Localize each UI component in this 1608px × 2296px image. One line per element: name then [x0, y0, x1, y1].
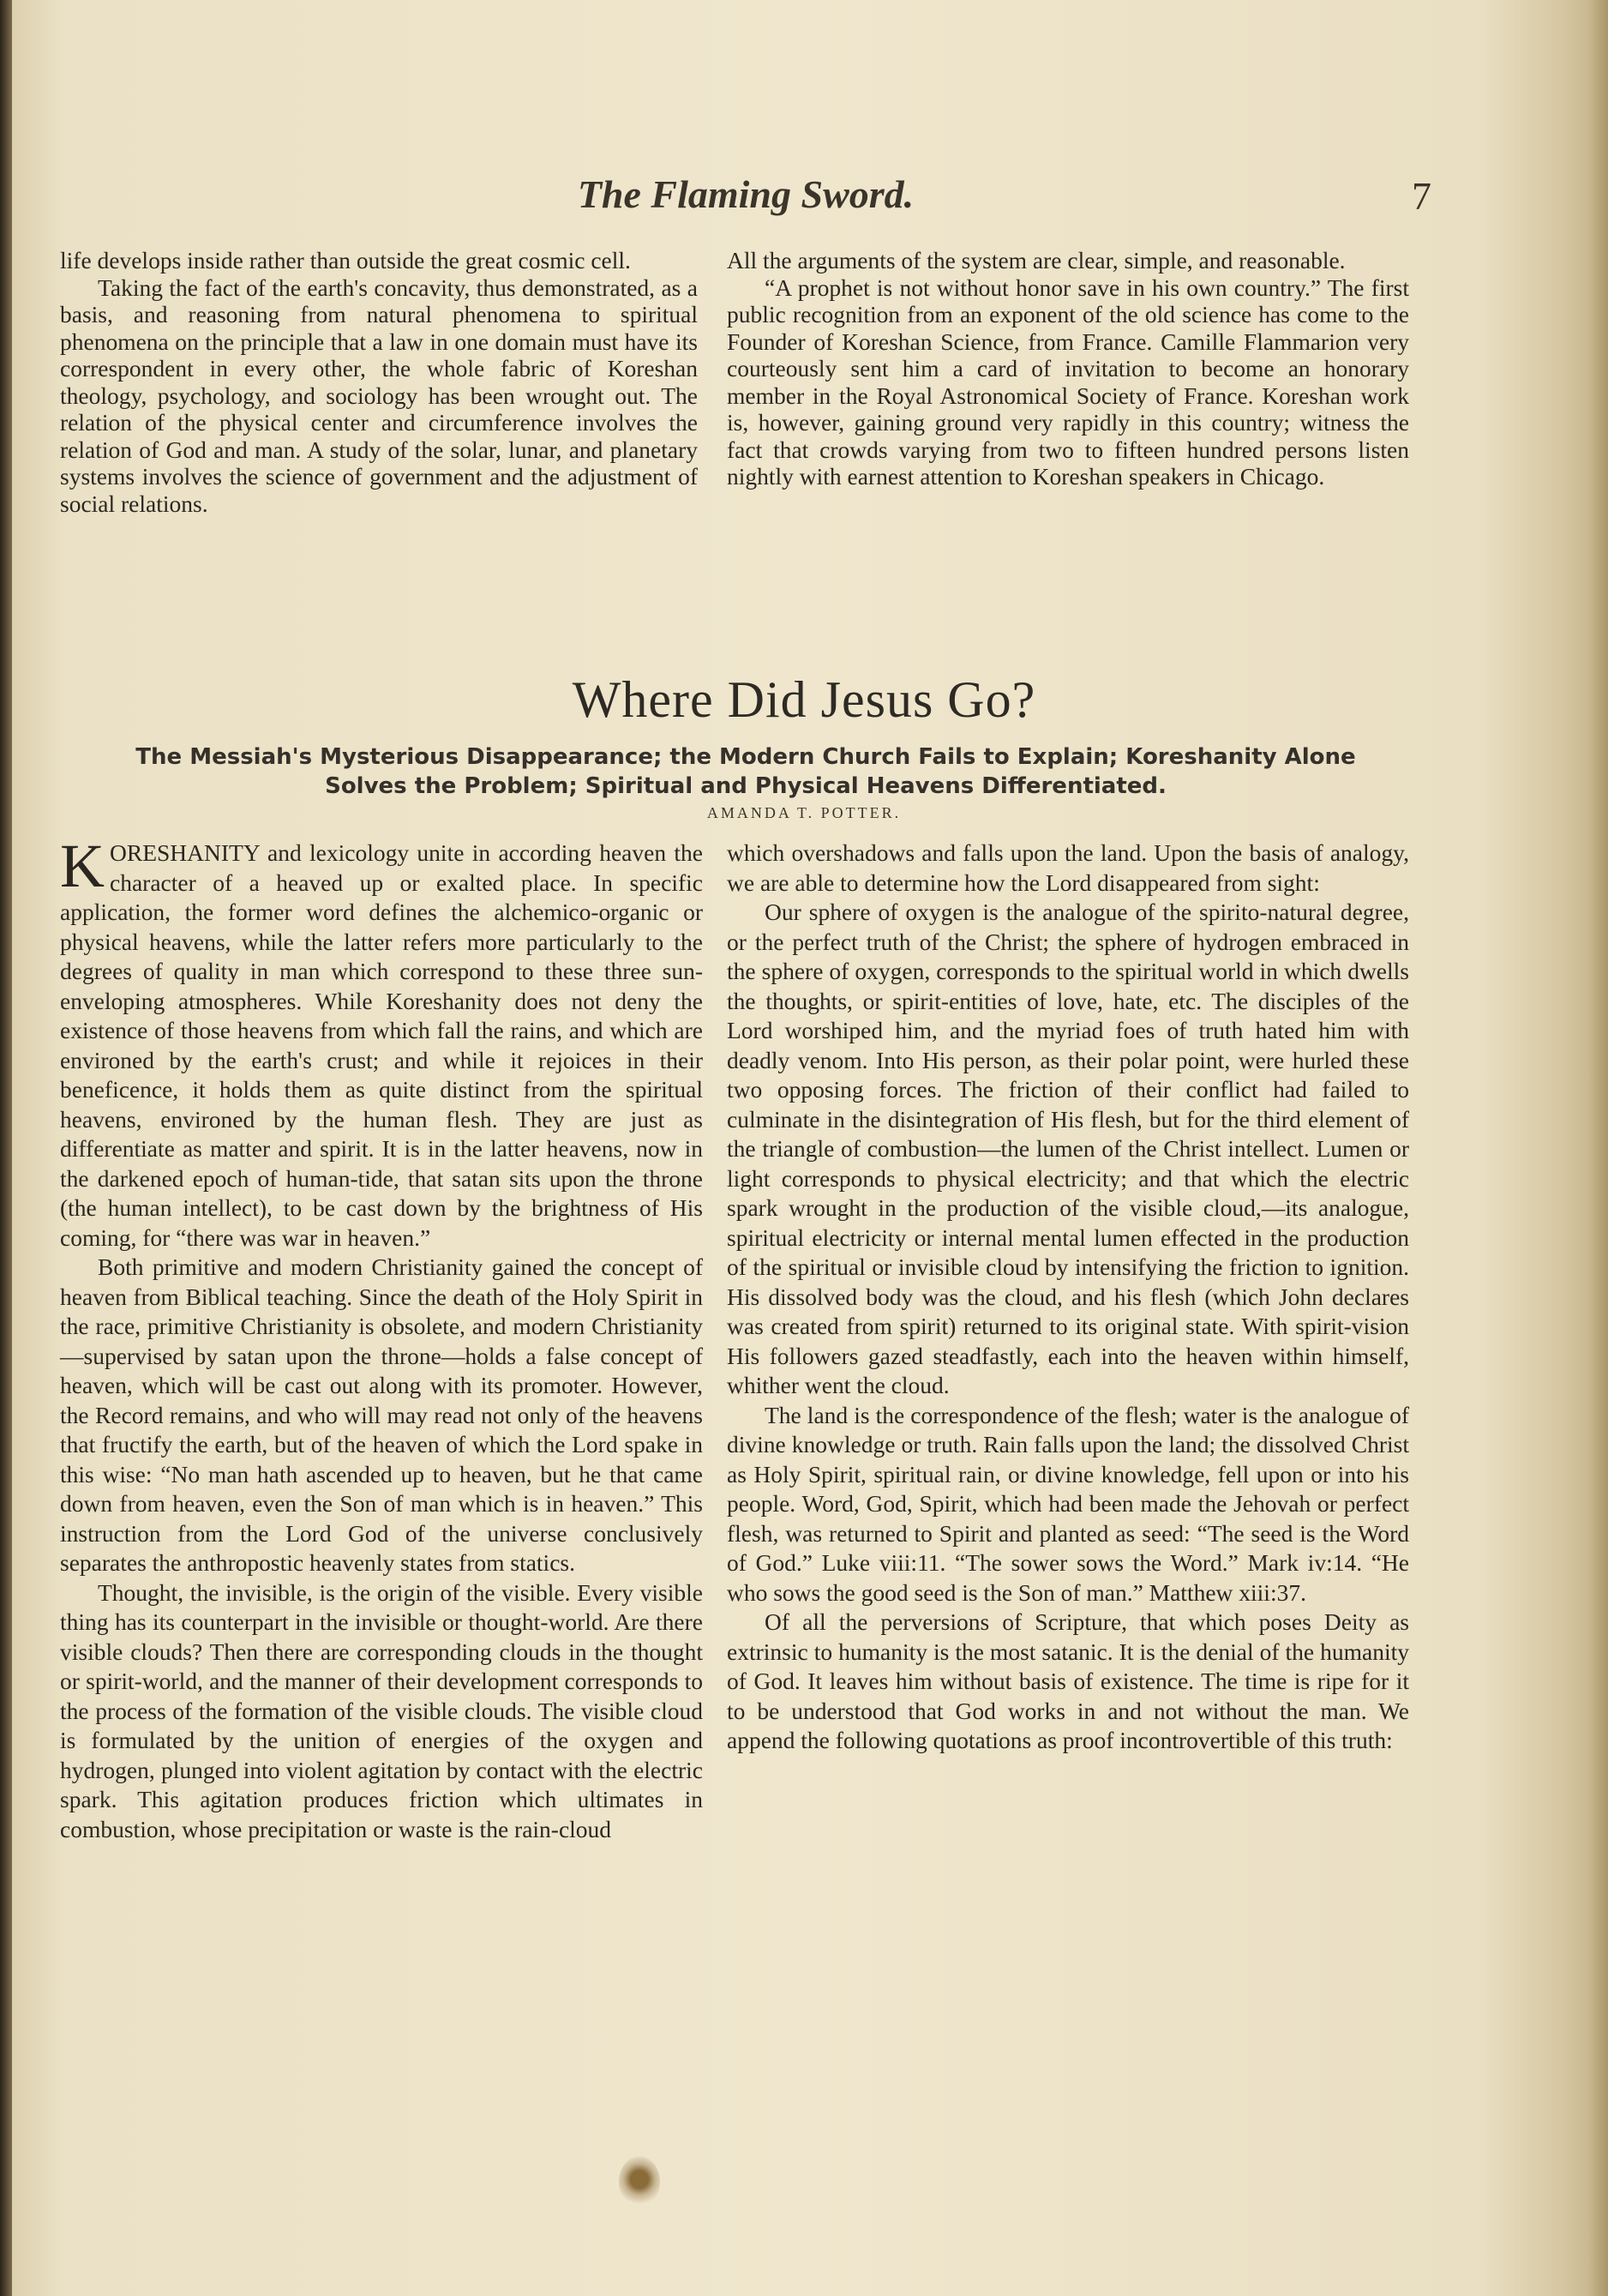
paragraph: The land is the correspondence of the flesh; water is the analogue of divine knowledge or truth. Rain falls upon the land; the dissolved Christ as Holy Spirit, spiritual rain, or divine knowledge, fell upon or into his people. Word, God, Spirit, which had been made the Jehovah or perfect flesh, was returned to Spirit and planted as seed: “The seed is the Word of God.” Luke viii:11. “The sower sows the Word.” Mark iv:14. “He who sows the good seed is the Son of man.” Matthew xiii:37.	[727, 1401, 1409, 1606]
page-number: 7	[1412, 174, 1431, 218]
running-head	[60, 171, 1431, 231]
journal-title: The Flaming Sword.	[577, 172, 915, 216]
paragraph: “A prophet is not without honor save in his own country.” The first public recognition from an exponent of the old science has come to the Founder of Koreshan Science, from France. Camille Flammarion very courteously sent him a card of invitation to become an honorary member in the Royal Astronomical Society of France. Koreshan work is, however, gaining ground very rapidly in this country; witness the fact that crowds varying from two to fifteen hundred persons listen nightly with earnest attention to Koreshan speakers in Chicago.	[727, 273, 1409, 490]
top-right-column	[727, 247, 1409, 490]
printer-ornament	[619, 2156, 660, 2208]
paragraph: Taking the fact of the earth's concavity, thus demonstrated, as a basis, and reasoning from natural phenomena to spiritual phenomena on the principle that a law in one domain must have its correspondent in every other, the whole fabric of Koreshan theology, psychology, and sociology has been wrought out. The relation of the physical center and circumference involves the relation of God and man. A study of the solar, lunar, and planetary systems involves the science of government and the adjustment of social relations.	[60, 273, 698, 517]
paragraph-text: ORESHANITY and lexicology unite in according heaven the character of a heaved up or exalted place. In specific application, the former word defines the alchemico-organic or physical heavens, while the latter refers more particularly to the degrees of quality in man which correspond to these three sun-enveloping atmospheres. While Koreshanity does not deny the existence of those heavens from which fall the rains, and which are environed by the earth's crust; and while it rejoices in their beneficence, it holds them as quite distinct from the spiritual heavens, environed by the human flesh. They are just as differentiate as matter and spirit. It is in the latter heavens, now in the darkened epoch of human-tide, that satan sits upon the throne (the human intellect), to be cast down by the brightness of His coming, for “there was war in heaven.”	[60, 839, 703, 1251]
subtitle-line: The Messiah's Mysterious Disappearance; the Modern Church Fails to Explain; Koreshanity Alone	[135, 744, 1356, 770]
paragraph: Both primitive and modern Christianity gained the concept of heaven from Biblical teaching. Since the death of the Holy Spirit in the race, primitive Christianity is obsolete, and modern Christianity—supervised by satan upon the throne—holds a false concept of heaven, which will be cast out along with its promoter. However, the Record remains, and who will may read not only of the heavens that fructify the earth, but of the heaven of which the Lord spake in this wise: “No man hath ascended up to heaven, but he that came down from heaven, even the Son of man which is in heaven.” This instruction from the Lord God of the universe conclusively separates the anthropostic heavenly states from statics.	[60, 1253, 703, 1576]
article-title: Where Did Jesus Go?	[572, 671, 1036, 728]
paragraph: which overshadows and falls upon the land. Upon the basis of analogy, we are able to determine how the Lord disappeared from sight:	[727, 839, 1409, 896]
page-edge-shadow	[1587, 0, 1608, 2296]
drop-cap: K	[60, 832, 105, 900]
paragraph: Thought, the invisible, is the origin of the visible. Every visible thing has its counterpart in the invisible or thought-world. Are there visible clouds? Then there are corresponding clouds in the thought or spirit-world, and the manner of their development corresponds to the process of the formation of the visible clouds. The visible cloud is formulated by the unition of energies of the oxygen and hydrogen, plunged into violent agitation by contact with the electric spark. This agitation produces friction which ultimates in combustion, whose precipitation or waste is the rain-cloud	[60, 1578, 703, 1842]
paragraph: All the arguments of the system are clear, simple, and reasonable.	[727, 247, 1346, 273]
page-spine-shadow	[0, 0, 12, 2296]
subtitle-line: Solves the Problem; Spiritual and Physical Heavens Differentiated.	[325, 773, 1167, 799]
paragraph: Of all the perversions of Scripture, that which poses Deity as extrinsic to humanity is the most satanic. It is the denial of the humanity of God. It leaves him without basis of existence. The time is ripe for it to be understood that God works in and not without the man. We append the following quotations as proof incontrovertible of this truth:	[727, 1608, 1409, 1753]
top-left-column	[60, 247, 698, 517]
author-byline: AMANDA T. POTTER.	[706, 804, 902, 821]
article-left-column	[60, 832, 703, 1844]
paragraph: life develops inside rather than outside the great cosmic cell.	[60, 247, 631, 273]
article-right-column	[727, 838, 1409, 1756]
article-subtitle	[60, 742, 1431, 801]
paragraph	[60, 832, 703, 1253]
paragraph: Our sphere of oxygen is the analogue of the spirito-natural degree, or the perfect truth of the Christ; the sphere of hydrogen embraced in the sphere of oxygen, corresponds to the spiritual world in which dwells the thoughts, or spirit-entities of love, hate, etc. The disciples of the Lord worshiped him, and the myriad foes of truth hated him with deadly venom. Into His person, as their polar point, were hurled these two opposing forces. The friction of their conflict had failed to culminate in the disintegration of His flesh, but for the third element of the triangle of combustion—the lumen of the Christ intellect. Lumen or light corresponds to physical electricity; and that which the electric spark wrought in the production of the visible cloud,—its analogue, spiritual electricity or internal mental lumen effected in the production of the spiritual or invisible cloud by intensifying the friction to ignition. His dissolved body was the cloud, and his flesh (which John declares was created from spirit) returned to its original state. With spirit-vision His followers gazed steadfastly, each into the heaven within himself, whither went the cloud.	[727, 899, 1409, 1398]
